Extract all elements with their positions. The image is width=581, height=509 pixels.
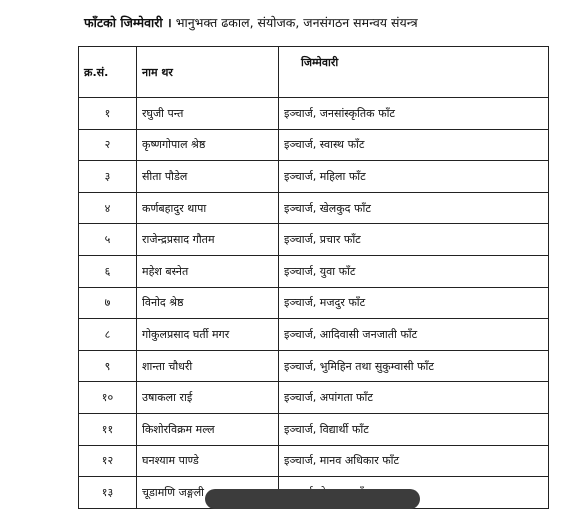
cell-name: सीता पौडेल [137, 161, 279, 193]
cell-serial-no: १३ [79, 477, 137, 509]
cell-serial-no: २ [79, 129, 137, 161]
table-row [79, 287, 549, 319]
cell-responsibility: इञ्चार्ज, अपांगता फाँट [279, 382, 549, 414]
cell-name: चूडामणि जङ्गली [137, 477, 279, 509]
cell-name: किशोरविक्रम मल्ल [137, 413, 279, 445]
cell-responsibility: इञ्चार्ज, मजदुर फाँट [279, 287, 549, 319]
cell-name: विनोद श्रेष्ठ [137, 287, 279, 319]
cell-serial-no: ४ [79, 192, 137, 224]
cell-name: राजेन्द्रप्रसाद गौतम [137, 224, 279, 256]
cell-responsibility: इञ्चार्ज, युवा फाँट [279, 255, 549, 287]
cell-serial-no: १ [79, 98, 137, 130]
cell-name: उषाकला राई [137, 382, 279, 414]
cell-responsibility: इञ्चार्ज, खेलकुद फाँट [279, 192, 549, 224]
table-row [79, 224, 549, 256]
cell-name: शान्ता चौधरी [137, 350, 279, 382]
cell-serial-no: ८ [79, 319, 137, 351]
cell-name: कर्णबहादुर थापा [137, 192, 279, 224]
cell-serial-no: ७ [79, 287, 137, 319]
table-row [79, 413, 549, 445]
cell-responsibility: इञ्चार्ज, महिला फाँट [279, 161, 549, 193]
cell-name: गोकुलप्रसाद घर्ती मगर [137, 319, 279, 351]
table-row [79, 445, 549, 477]
table-row [79, 129, 549, 161]
table-row [79, 98, 549, 130]
cell-responsibility: इञ्चार्ज, मानव अधिकार फाँट [279, 445, 549, 477]
table-row [79, 319, 549, 351]
cell-serial-no: १० [79, 382, 137, 414]
header-name: नाम थर [137, 47, 279, 98]
table-row [79, 255, 549, 287]
cell-responsibility: इञ्चार्ज, प्रचार फाँट [279, 224, 549, 256]
heading-title: फाँटको जिम्मेवारी । [84, 15, 172, 30]
table-header-row [79, 47, 549, 98]
cell-name: कृष्णगोपाल श्रेष्ठ [137, 129, 279, 161]
heading-subtitle: भानुभक्त ढकाल, संयोजक, जनसंगठन समन्वय संयन्त्र [175, 15, 418, 30]
cell-serial-no: ९ [79, 350, 137, 382]
cell-serial-no: ५ [79, 224, 137, 256]
cell-responsibility: इञ्चार्ज, जनसांस्कृतिक फाँट [279, 98, 549, 130]
header-responsibility: जिम्मेवारी [279, 47, 549, 98]
responsibility-table [78, 46, 549, 509]
cell-responsibility: इञ्चार्ज, स्वास्थ फाँट [279, 129, 549, 161]
header-serial-no: क्र.सं. [79, 47, 137, 98]
cell-serial-no: ११ [79, 413, 137, 445]
table-row [79, 192, 549, 224]
page-heading [84, 14, 418, 32]
table-row [79, 161, 549, 193]
cell-responsibility: इञ्चार्ज, भुमिहिन तथा सुकुम्वासी फाँट [279, 350, 549, 382]
table-row [79, 350, 549, 382]
cell-name: घनश्याम पाण्डे [137, 445, 279, 477]
cell-name: महेश बस्नेत [137, 255, 279, 287]
cell-serial-no: ६ [79, 255, 137, 287]
bottom-scroll-pill[interactable] [205, 489, 420, 509]
cell-serial-no: १२ [79, 445, 137, 477]
cell-responsibility: इञ्चार्ज, विद्यार्थी फाँट [279, 413, 549, 445]
cell-responsibility: इञ्चार्ज, आदिवासी जनजाती फाँट [279, 319, 549, 351]
cell-serial-no: ३ [79, 161, 137, 193]
cell-name: रघुजी पन्त [137, 98, 279, 130]
table-row [79, 382, 549, 414]
